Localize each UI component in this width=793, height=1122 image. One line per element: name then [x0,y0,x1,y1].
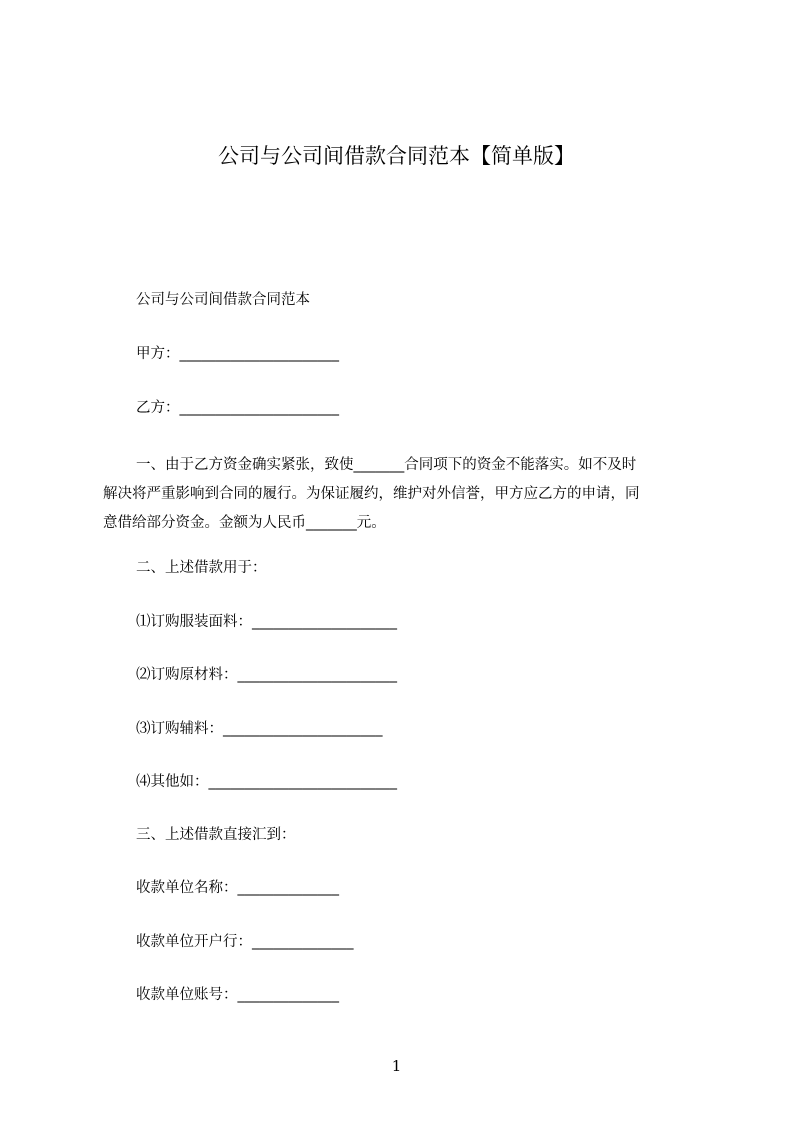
party-a-line: 甲方：______________________ [136,346,339,362]
page-number: 1 [391,1057,402,1075]
clause-2-item: ⑵订购原材料：______________________ [136,667,397,683]
clause-3-item: 收款单位名称：______________ [136,880,339,896]
clause-1-line: 意借给部分资金。金额为人民币_______元。 [103,515,386,531]
clause-1-paragraph [103,451,703,538]
clause-3-item: 收款单位账号：______________ [136,987,339,1003]
contract-subtitle: 公司与公司间借款合同范本 [136,292,310,308]
clause-2-item: ⑴订购服装面料：____________________ [136,614,397,630]
clause-1-line: 解决将严重影响到合同的履行。为保证履约，维护对外信誉，甲方应乙方的申请，同 [103,486,640,502]
clause-3-heading: 三、上述借款直接汇到： [136,827,296,843]
party-b-line: 乙方：______________________ [136,400,339,416]
document-title: 公司与公司间借款合同范本【简单版】 [218,144,575,168]
clause-2-item: ⑶订购辅料：______________________ [136,721,383,737]
clause-2-item: ⑷其他如：__________________________ [136,774,397,790]
clause-2-heading: 二、上述借款用于： [136,560,267,576]
clause-1-line: 一、由于乙方资金确实紧张，致使_______合同项下的资金不能落实。如不及时 [136,457,637,473]
clause-3-item: 收款单位开户行：______________ [136,934,354,950]
